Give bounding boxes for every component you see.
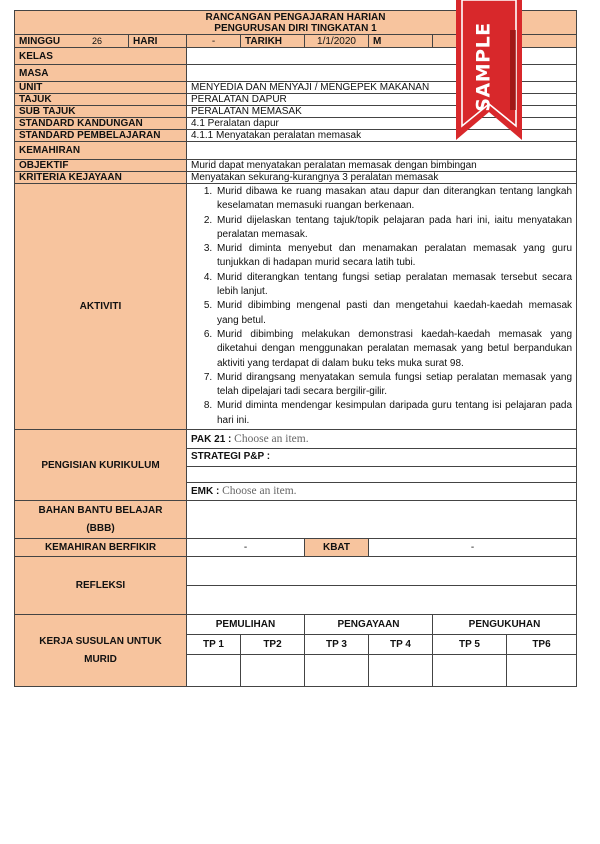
emk-row [187,483,577,501]
kemahiran-value[interactable] [187,142,577,160]
tp5-cell[interactable] [433,655,507,687]
tp3-header: TP 3 [305,635,369,655]
strategi-value[interactable] [187,467,577,483]
bbb-label-line2: (BBB) [86,522,115,534]
objektif-value: Murid dapat menyatakan peralatan memasak dengan bimbingan [187,160,577,172]
ribbon-stripe [510,30,516,110]
standard-kandungan-value: 4.1 Peralatan dapur [187,118,577,130]
pengukuhan-header: PENGUKUHAN [433,615,577,635]
kriteria-label: KRITERIA KEJAYAAN [15,172,187,184]
tp3-cell[interactable] [305,655,369,687]
aktiviti-list [189,185,572,428]
unit-label: UNIT [15,82,187,94]
pengayaan-header: PENGAYAAN [305,615,433,635]
kbat-label: KBAT [305,539,369,557]
minggu-value: 26 [91,35,102,46]
masa-label: MASA [15,65,187,82]
hari-value: - [187,35,241,48]
tp5-header: TP 5 [433,635,507,655]
tp1-cell[interactable] [187,655,241,687]
list-item: 7. Murid dirangsang menyatakan semula fungsi setiap peralatan memasak yang telah dipelajari tadi secara bergilir-gilir. [215,371,572,400]
refleksi-value-2[interactable] [187,586,577,615]
pemulihan-header: PEMULIHAN [187,615,305,635]
subtajuk-value: PERALATAN MEMASAK [187,106,577,118]
list-item: 2. Murid dijelaskan tentang tajuk/topik pelajaran pada hari ini, iaitu menyatakan peralatan memasak. [215,214,572,243]
tp6-cell[interactable] [507,655,577,687]
list-item: 5. Murid dibimbing mengenal pasti dan mengetahui kaedah-kaedah memasak yang betul. [215,299,572,328]
list-item: 3. Murid diminta menyebut dan menamakan peralatan memasak yang guru tunjukkan di hadapan murid secara latih tubi. [215,242,572,271]
tp2-cell[interactable] [241,655,305,687]
subtajuk-label: SUB TAJUK [15,106,187,118]
susulan-label-line2: MURID [84,653,117,665]
refleksi-value-1[interactable] [187,557,577,586]
tp4-cell[interactable] [369,655,433,687]
masa-short-label: M [369,35,433,48]
aktiviti-label: AKTIVITI [15,184,187,430]
tp6-header: TP6 [507,635,577,655]
unit-value: MENYEDIA DAN MENYAJI / MENGEPEK MAKANAN [187,82,577,94]
aktiviti-content [187,184,577,430]
standard-pembelajaran-value: 4.1.1 Menyatakan peralatan memasak [187,130,577,142]
susulan-label-line1: KERJA SUSULAN UNTUK [39,635,162,647]
tp2-header: TP2 [241,635,305,655]
list-item: 1. Murid dibawa ke ruang masakan atau dapur dan diterangkan tentang langkah keselamatan memasuki ruangan berkenaan. [215,185,572,214]
kemahiran-label: KEMAHIRAN [15,142,187,160]
susulan-label [15,615,187,687]
standard-pembelajaran-label: STANDARD PEMBELAJARAN [15,130,187,142]
emk-label: EMK : [191,486,220,498]
tarikh-label: TARIKH [241,35,305,48]
list-item: 4. Murid diterangkan tentang fungsi setiap peralatan memasak tersebut secara lebih lanjut. [215,271,572,300]
kbat-value: - [369,539,577,557]
bbb-label-line1: BAHAN BANTU BELAJAR [38,504,163,516]
list-item: 6. Murid dibimbing melakukan demonstrasi kaedah-kaedah memasak yang diketahui dengan menggunakan peralatan memasak yang betul berpandukan aktiviti yang terdapat di dalam buku teks muka surat 98. [215,328,572,371]
ribbon-label: SAMPLE [473,22,495,112]
tp4-header: TP 4 [369,635,433,655]
tarikh-value: 1/1/2020 [305,35,369,48]
kurikulum-label: PENGISIAN KURIKULUM [15,430,187,501]
kriteria-value: Menyatakan sekurang-kurangnya 3 peralatan memasak [187,172,577,184]
page-title: RANCANGAN PENGAJARAN HARIAN [205,11,386,23]
berfikir-value: - [187,539,305,557]
sample-ribbon [452,0,526,140]
kelas-label: KELAS [15,48,187,65]
hari-label: HARI [129,35,187,48]
strategi-label: STRATEGI P&P : [191,451,271,463]
minggu-label: MINGGU 26 [15,35,129,48]
berfikir-label: KEMAHIRAN BERFIKIR [15,539,187,557]
tp1-header: TP 1 [187,635,241,655]
objektif-label: OBJEKTIF [15,160,187,172]
pak21-row [187,430,577,449]
bbb-label [15,501,187,539]
strategi-row [187,449,577,467]
tajuk-label: TAJUK [15,94,187,106]
pak21-label: PAK 21 : [191,433,232,445]
list-item: 8. Murid diminta mendengar kesimpulan daripada guru tentang isi pelajaran pada hari ini. [215,399,572,428]
pak21-dropdown[interactable]: Choose an item. [234,432,309,445]
standard-kandungan-label: STANDARD KANDUNGAN [15,118,187,130]
refleksi-label: REFLEKSI [15,557,187,615]
page-subtitle: PENGURUSAN DIRI TINGKATAN 1 [214,22,377,34]
emk-dropdown[interactable]: Choose an item. [222,485,297,498]
bbb-value[interactable] [187,501,577,539]
tajuk-value: PERALATAN DAPUR [187,94,577,106]
